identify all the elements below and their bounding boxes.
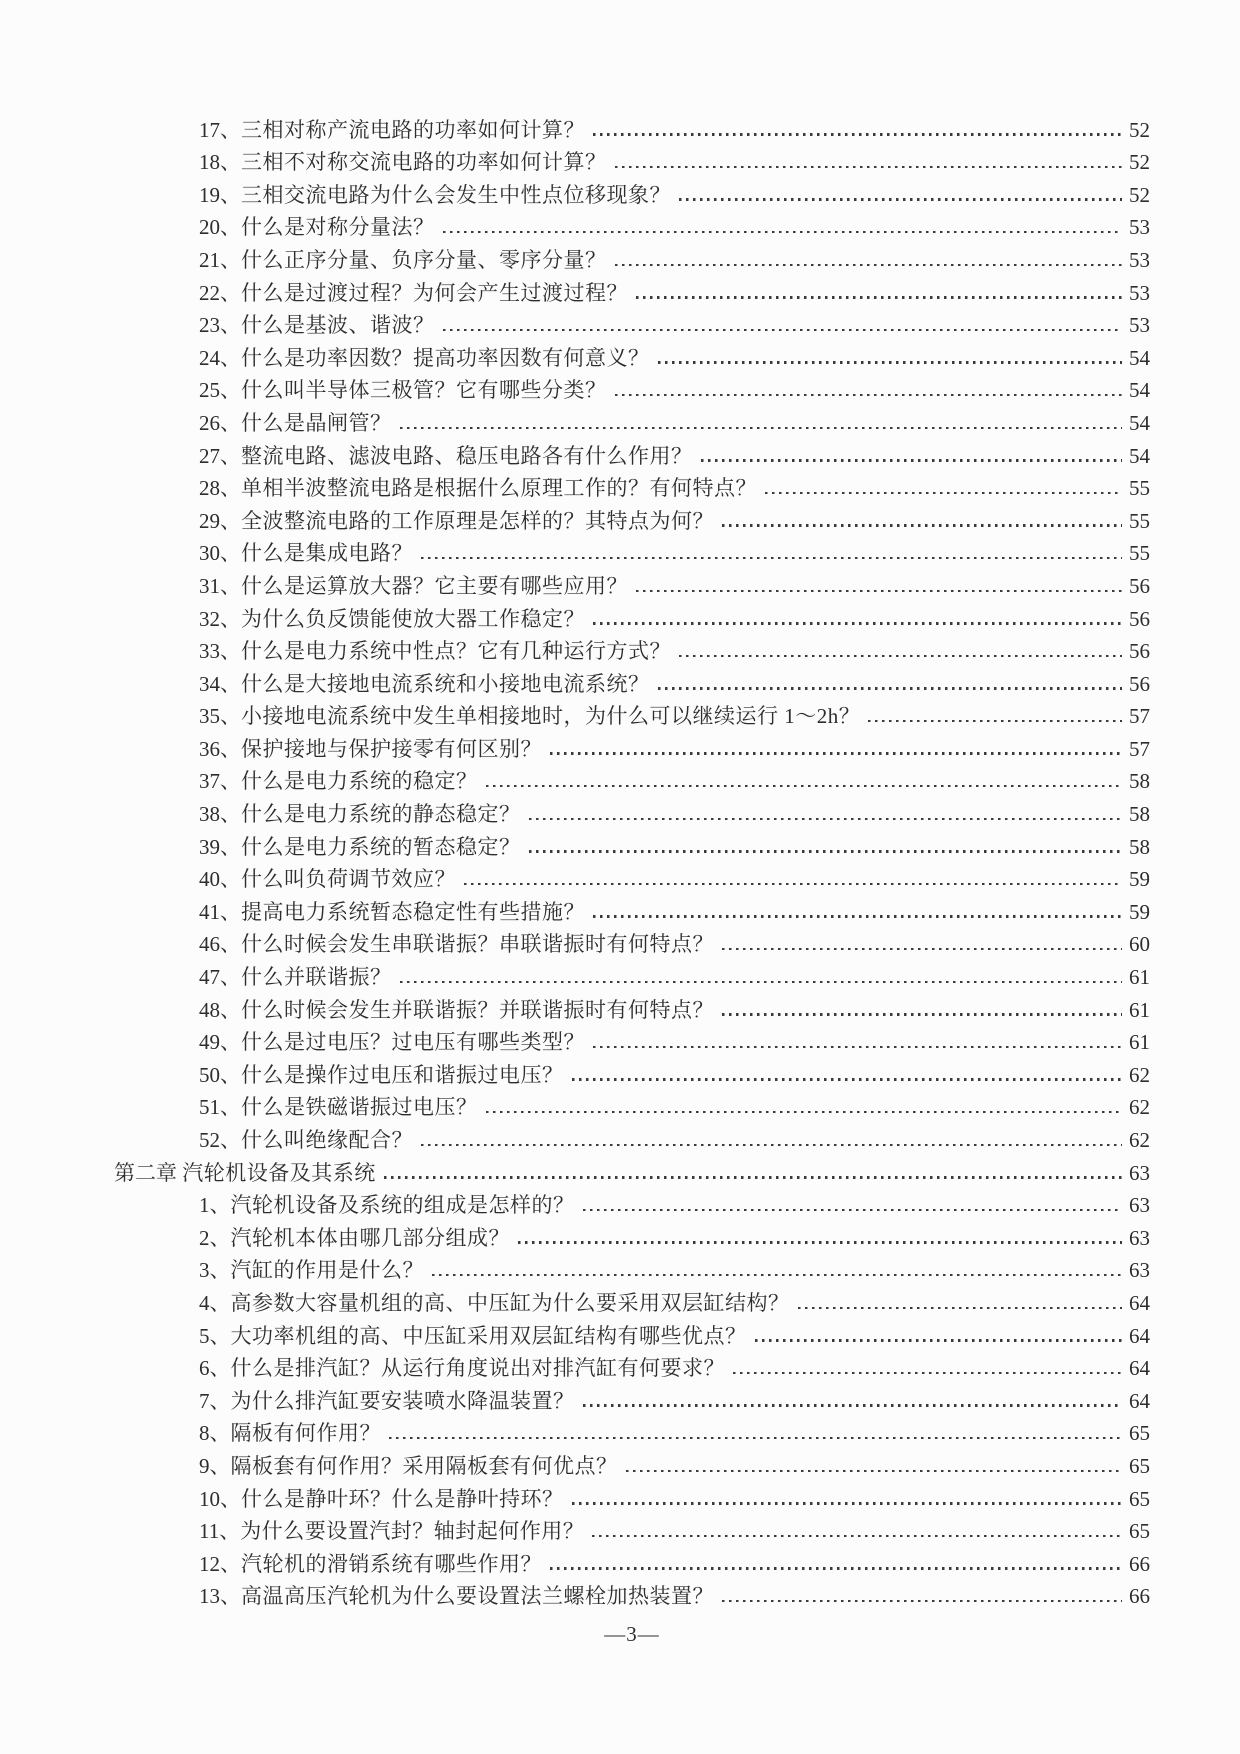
dot-leader (593, 915, 1122, 917)
toc-entry-page: 58 (1129, 802, 1150, 827)
toc-entry-page: 65 (1129, 1486, 1150, 1511)
toc-entry-page: 52 (1129, 117, 1150, 142)
toc-entry-page: 53 (1129, 247, 1150, 272)
toc-entry-title: 提高电力系统暂态稳定性有些措施？ (241, 899, 585, 924)
toc-entry-page: 61 (1129, 965, 1150, 990)
toc-entry-page: 59 (1129, 867, 1150, 892)
toc-entry-number: 9、 (199, 1453, 231, 1478)
dot-leader (636, 590, 1122, 592)
toc-entry-page: 54 (1129, 378, 1150, 403)
toc-entry-title: 什么是晶闸管？ (241, 410, 392, 435)
dot-leader (443, 231, 1123, 233)
toc-entry-number: 51、 (199, 1095, 241, 1120)
toc-entry-page: 64 (1129, 1290, 1150, 1315)
toc-entry (0, 1122, 1240, 1155)
dot-leader (443, 329, 1123, 331)
toc-entry-title: 汽缸的作用是什么？ (230, 1258, 424, 1283)
toc-entry-title: 什么是操作过电压和谐振过电压？ (241, 1062, 564, 1087)
dot-leader (593, 133, 1122, 135)
toc-entry-title: 什么是铁磁谐振过电压？ (241, 1095, 478, 1120)
toc-entry-title: 什么是集成电路？ (241, 541, 413, 566)
toc-entry (0, 1448, 1240, 1481)
toc-entry (0, 1155, 1240, 1188)
toc-entry-number: 18、 (199, 150, 241, 175)
dot-leader (733, 1372, 1122, 1374)
dot-leader (421, 557, 1122, 559)
toc-entry-page: 64 (1129, 1356, 1150, 1381)
toc-entry-title: 什么是功率因数？提高功率因数有何意义？ (241, 345, 650, 370)
dot-leader (583, 1209, 1123, 1211)
toc-entry-page: 54 (1129, 410, 1150, 435)
dot-leader (400, 427, 1123, 429)
dot-leader (550, 1567, 1122, 1569)
toc-entry-title: 单相半波整流电路是根据什么原理工作的？有何特点？ (241, 476, 757, 501)
toc-entry-page: 63 (1129, 1193, 1150, 1218)
toc-entry-page: 53 (1129, 313, 1150, 338)
toc-entry-title: 为什么排汽缸要安装喷水降温装置？ (230, 1388, 575, 1413)
toc-entry-title: 三相交流电路为什么会发生中性点位移现象？ (241, 182, 671, 207)
toc-entry-number: 第二章 (114, 1160, 183, 1185)
toc-entry (0, 536, 1240, 569)
dot-leader (592, 1535, 1122, 1537)
toc-entry (0, 1383, 1240, 1416)
toc-entry (0, 1416, 1240, 1449)
toc-entry-page: 62 (1129, 1128, 1150, 1152)
toc-entry (0, 1057, 1240, 1090)
toc-entry-page: 56 (1129, 573, 1150, 598)
toc-entry-title: 什么是排汽缸？从运行角度说出对排汽缸有何要求？ (230, 1356, 725, 1381)
toc-entry-number: 41、 (199, 899, 241, 924)
toc-entry-number: 49、 (199, 1030, 241, 1055)
dot-leader (868, 720, 1122, 722)
toc-entry-number: 27、 (199, 443, 241, 468)
toc-entry-number: 11、 (199, 1519, 241, 1544)
dot-leader (389, 1437, 1122, 1439)
toc-entry-page: 56 (1129, 671, 1150, 696)
toc-entry-title: 什么叫绝缘配合？ (241, 1128, 413, 1152)
toc-entry-number: 31、 (199, 573, 241, 598)
toc-entry-number: 48、 (199, 997, 241, 1022)
toc-entry-number: 52、 (199, 1128, 241, 1152)
dot-leader (636, 296, 1122, 298)
toc-entry (0, 503, 1240, 536)
toc-entry-title: 汽轮机本体由哪几部分组成？ (230, 1225, 510, 1250)
toc-entry-title: 高参数大容量机组的高、中压缸为什么要采用双层缸结构？ (230, 1290, 790, 1315)
toc-entry-title: 什么叫负荷调节效应？ (241, 867, 456, 892)
toc-entry-page: 63 (1129, 1258, 1150, 1283)
dot-leader (722, 1600, 1122, 1602)
toc-entry-number: 50、 (199, 1062, 241, 1087)
toc-entry-page: 62 (1129, 1062, 1150, 1087)
dot-leader (701, 459, 1123, 461)
toc-entry-number: 4、 (199, 1290, 231, 1315)
toc-entry-page: 55 (1129, 476, 1150, 501)
toc-entry-title: 高温高压汽轮机为什么要设置法兰螺栓加热装置？ (241, 1584, 714, 1609)
dot-leader (615, 264, 1123, 266)
toc-entry-title: 隔板有何作用？ (230, 1421, 381, 1446)
toc-entry (0, 242, 1240, 275)
toc-entry-title: 什么是运算放大器？它主要有哪些应用？ (241, 573, 628, 598)
toc-entry-title: 三相对称产流电路的功率如何计算？ (241, 117, 585, 142)
toc-entry-number: 30、 (199, 541, 241, 566)
page-number: —3— (604, 1622, 660, 1646)
toc-entry (0, 210, 1240, 243)
toc-entry-page: 61 (1129, 1030, 1150, 1055)
toc-entry (0, 634, 1240, 667)
toc-entry-page: 63 (1129, 1225, 1150, 1250)
dot-leader (464, 883, 1122, 885)
toc-entry-number: 2、 (199, 1225, 231, 1250)
dot-leader (384, 1176, 1122, 1178)
toc-entry-number: 5、 (199, 1323, 231, 1348)
toc-entry-number: 6、 (199, 1356, 231, 1381)
toc-entry-page: 66 (1129, 1584, 1150, 1609)
toc-entry-title: 什么是电力系统的静态稳定？ (241, 802, 521, 827)
dot-leader (722, 1013, 1122, 1015)
toc-entry-title: 什么正序分量、负序分量、零序分量？ (241, 247, 607, 272)
toc-entry-page: 52 (1129, 150, 1150, 175)
toc-entry-title: 整流电路、滤波电路、稳压电路各有什么作用？ (241, 443, 693, 468)
dot-leader (593, 1046, 1122, 1048)
toc-entry-number: 37、 (199, 769, 241, 794)
toc-entry (0, 471, 1240, 504)
toc-entry-number: 28、 (199, 476, 241, 501)
toc-entry (0, 731, 1240, 764)
toc-entry-number: 24、 (199, 345, 241, 370)
toc-entry-title: 什么是电力系统的暂态稳定？ (241, 834, 521, 859)
toc-entry-number: 8、 (199, 1421, 231, 1446)
toc-entry-number: 12、 (199, 1551, 241, 1576)
toc-entry (0, 373, 1240, 406)
toc-entry (0, 1351, 1240, 1384)
toc-entry (0, 959, 1240, 992)
toc-entry-title: 什么是过渡过程？为何会产生过渡过程？ (241, 280, 628, 305)
toc-entry (0, 894, 1240, 927)
toc-entry (0, 666, 1240, 699)
toc-entry-title: 什么是过电压？过电压有哪些类型？ (241, 1030, 585, 1055)
toc-entry (0, 1253, 1240, 1286)
dot-leader (486, 785, 1123, 787)
toc-entry (0, 145, 1240, 178)
toc-entry-title: 什么是静叶环？什么是静叶持环？ (241, 1486, 564, 1511)
toc-entry (0, 340, 1240, 373)
dot-leader (798, 1307, 1123, 1309)
toc-entry-page: 65 (1129, 1421, 1150, 1446)
toc-entry-number: 23、 (199, 313, 241, 338)
toc-entry-number: 10、 (199, 1486, 241, 1511)
toc-entry-page: 54 (1129, 345, 1150, 370)
toc-entry-number: 17、 (199, 117, 241, 142)
toc-entry-number: 3、 (199, 1258, 231, 1283)
toc-entry-number: 33、 (199, 639, 241, 664)
dot-leader (765, 492, 1122, 494)
toc-entry-page: 56 (1129, 606, 1150, 631)
toc-entry-title: 什么时候会发生串联谐振？串联谐振时有何特点？ (241, 932, 714, 957)
dot-leader (400, 981, 1123, 983)
dot-leader (518, 1241, 1122, 1243)
page-footer (114, 1622, 1150, 1647)
toc-entry-number: 7、 (199, 1388, 231, 1413)
toc-entry-number: 29、 (199, 508, 241, 533)
toc-entry-title: 什么是电力系统的稳定？ (241, 769, 478, 794)
toc-entry-page: 55 (1129, 541, 1150, 566)
dot-leader (679, 198, 1122, 200)
toc-entry-page: 53 (1129, 215, 1150, 240)
dot-leader (421, 1144, 1122, 1146)
toc-entry-page: 53 (1129, 280, 1150, 305)
dot-leader (572, 1078, 1123, 1080)
dot-leader (658, 687, 1123, 689)
toc-entry-title: 三相不对称交流电路的功率如何计算？ (241, 150, 607, 175)
toc-entry-page: 55 (1129, 508, 1150, 533)
dot-leader (550, 752, 1122, 754)
dot-leader (572, 1502, 1123, 1504)
toc-entry-page: 57 (1129, 704, 1150, 729)
toc-entry (0, 992, 1240, 1025)
toc-entry-page: 62 (1129, 1095, 1150, 1120)
toc-entry (0, 829, 1240, 862)
toc-entry-page: 65 (1129, 1453, 1150, 1478)
dot-leader (615, 394, 1123, 396)
toc-entry (0, 405, 1240, 438)
toc-entry-number: 32、 (199, 606, 241, 631)
dot-leader (722, 524, 1122, 526)
toc-entry-page: 66 (1129, 1551, 1150, 1576)
toc-entry (0, 1188, 1240, 1221)
toc-entry-page: 56 (1129, 639, 1150, 664)
toc-entry-number: 40、 (199, 867, 241, 892)
toc-entry (0, 699, 1240, 732)
dot-leader (529, 818, 1123, 820)
toc-entry-page: 57 (1129, 736, 1150, 761)
toc-entry-title: 全波整流电路的工作原理是怎样的？其特点为何？ (241, 508, 714, 533)
toc-entry (0, 1514, 1240, 1547)
table-of-contents (0, 112, 1240, 1611)
toc-entry-title: 什么是大接地电流系统和小接地电流系统？ (241, 671, 650, 696)
toc-entry (0, 1220, 1240, 1253)
toc-entry (0, 438, 1240, 471)
toc-entry-title: 大功率机组的高、中压缸采用双层缸结构有哪些优点？ (230, 1323, 747, 1348)
toc-entry (0, 601, 1240, 634)
toc-entry-title: 什么是电力系统中性点？它有几种运行方式？ (241, 639, 671, 664)
toc-entry (0, 862, 1240, 895)
toc-entry-number: 35、 (199, 704, 241, 729)
dot-leader (679, 655, 1122, 657)
toc-entry (0, 796, 1240, 829)
toc-entry-title: 为什么要设置汽封？轴封起何作用？ (240, 1519, 585, 1544)
toc-entry-page: 60 (1129, 932, 1150, 957)
toc-entry-title: 什么是基波、谐波？ (241, 313, 435, 338)
toc-entry (0, 177, 1240, 210)
dot-leader (755, 1339, 1123, 1341)
toc-entry-page: 64 (1129, 1388, 1150, 1413)
dot-leader (529, 850, 1123, 852)
toc-entry-title: 汽轮机设备及其系统 (182, 1160, 376, 1185)
toc-entry (0, 1025, 1240, 1058)
toc-entry-number: 20、 (199, 215, 241, 240)
toc-entry-title: 什么是对称分量法？ (241, 215, 435, 240)
toc-entry-page: 64 (1129, 1323, 1150, 1348)
toc-entry-number: 1、 (199, 1193, 231, 1218)
toc-entry-title: 什么叫半导体三极管？它有哪些分类？ (241, 378, 607, 403)
toc-entry-number: 47、 (199, 965, 241, 990)
toc-entry-number: 22、 (199, 280, 241, 305)
toc-entry (0, 764, 1240, 797)
toc-entry-number: 38、 (199, 802, 241, 827)
toc-entry-page: 59 (1129, 899, 1150, 924)
toc-entry-title: 小接地电流系统中发生单相接地时，为什么可以继续运行 1～2h？ (241, 704, 861, 729)
toc-entry (0, 568, 1240, 601)
toc-entry (0, 1285, 1240, 1318)
toc-entry-page: 54 (1129, 443, 1150, 468)
toc-entry-title: 汽轮机的滑销系统有哪些作用？ (241, 1551, 542, 1576)
dot-leader (486, 1111, 1123, 1113)
dot-leader (615, 166, 1123, 168)
dot-leader (432, 1274, 1122, 1276)
dot-leader (593, 622, 1122, 624)
toc-entry (0, 275, 1240, 308)
toc-entry (0, 112, 1240, 145)
toc-entry-page: 61 (1129, 997, 1150, 1022)
dot-leader (626, 1470, 1123, 1472)
toc-entry-title: 保护接地与保护接零有何区别？ (241, 736, 542, 761)
toc-entry-title: 什么并联谐振？ (241, 965, 392, 990)
toc-entry-page: 65 (1129, 1519, 1150, 1544)
toc-entry (0, 1481, 1240, 1514)
dot-leader (583, 1404, 1123, 1406)
toc-entry (0, 1579, 1240, 1612)
toc-entry-page: 63 (1129, 1160, 1150, 1185)
toc-entry-number: 25、 (199, 378, 241, 403)
toc-entry-number: 39、 (199, 834, 241, 859)
toc-entry (0, 1546, 1240, 1579)
dot-leader (722, 948, 1122, 950)
toc-entry-number: 21、 (199, 247, 241, 272)
toc-entry-page: 58 (1129, 834, 1150, 859)
toc-entry-title: 为什么负反馈能使放大器工作稳定？ (241, 606, 585, 631)
toc-entry-number: 36、 (199, 736, 241, 761)
toc-entry (0, 308, 1240, 341)
toc-entry-title: 什么时候会发生并联谐振？并联谐振时有何特点？ (241, 997, 714, 1022)
toc-entry-page: 52 (1129, 182, 1150, 207)
toc-entry (0, 927, 1240, 960)
toc-entry-number: 46、 (199, 932, 241, 957)
toc-entry-title: 汽轮机设备及系统的组成是怎样的？ (230, 1193, 575, 1218)
toc-entry (0, 1318, 1240, 1351)
toc-entry-title: 隔板套有何作用？采用隔板套有何优点？ (230, 1453, 618, 1478)
toc-entry-number: 26、 (199, 410, 241, 435)
toc-entry-number: 34、 (199, 671, 241, 696)
toc-entry (0, 1090, 1240, 1123)
toc-entry-page: 58 (1129, 769, 1150, 794)
toc-entry-number: 19、 (199, 182, 241, 207)
dot-leader (658, 361, 1123, 363)
toc-entry-number: 13、 (199, 1584, 241, 1609)
